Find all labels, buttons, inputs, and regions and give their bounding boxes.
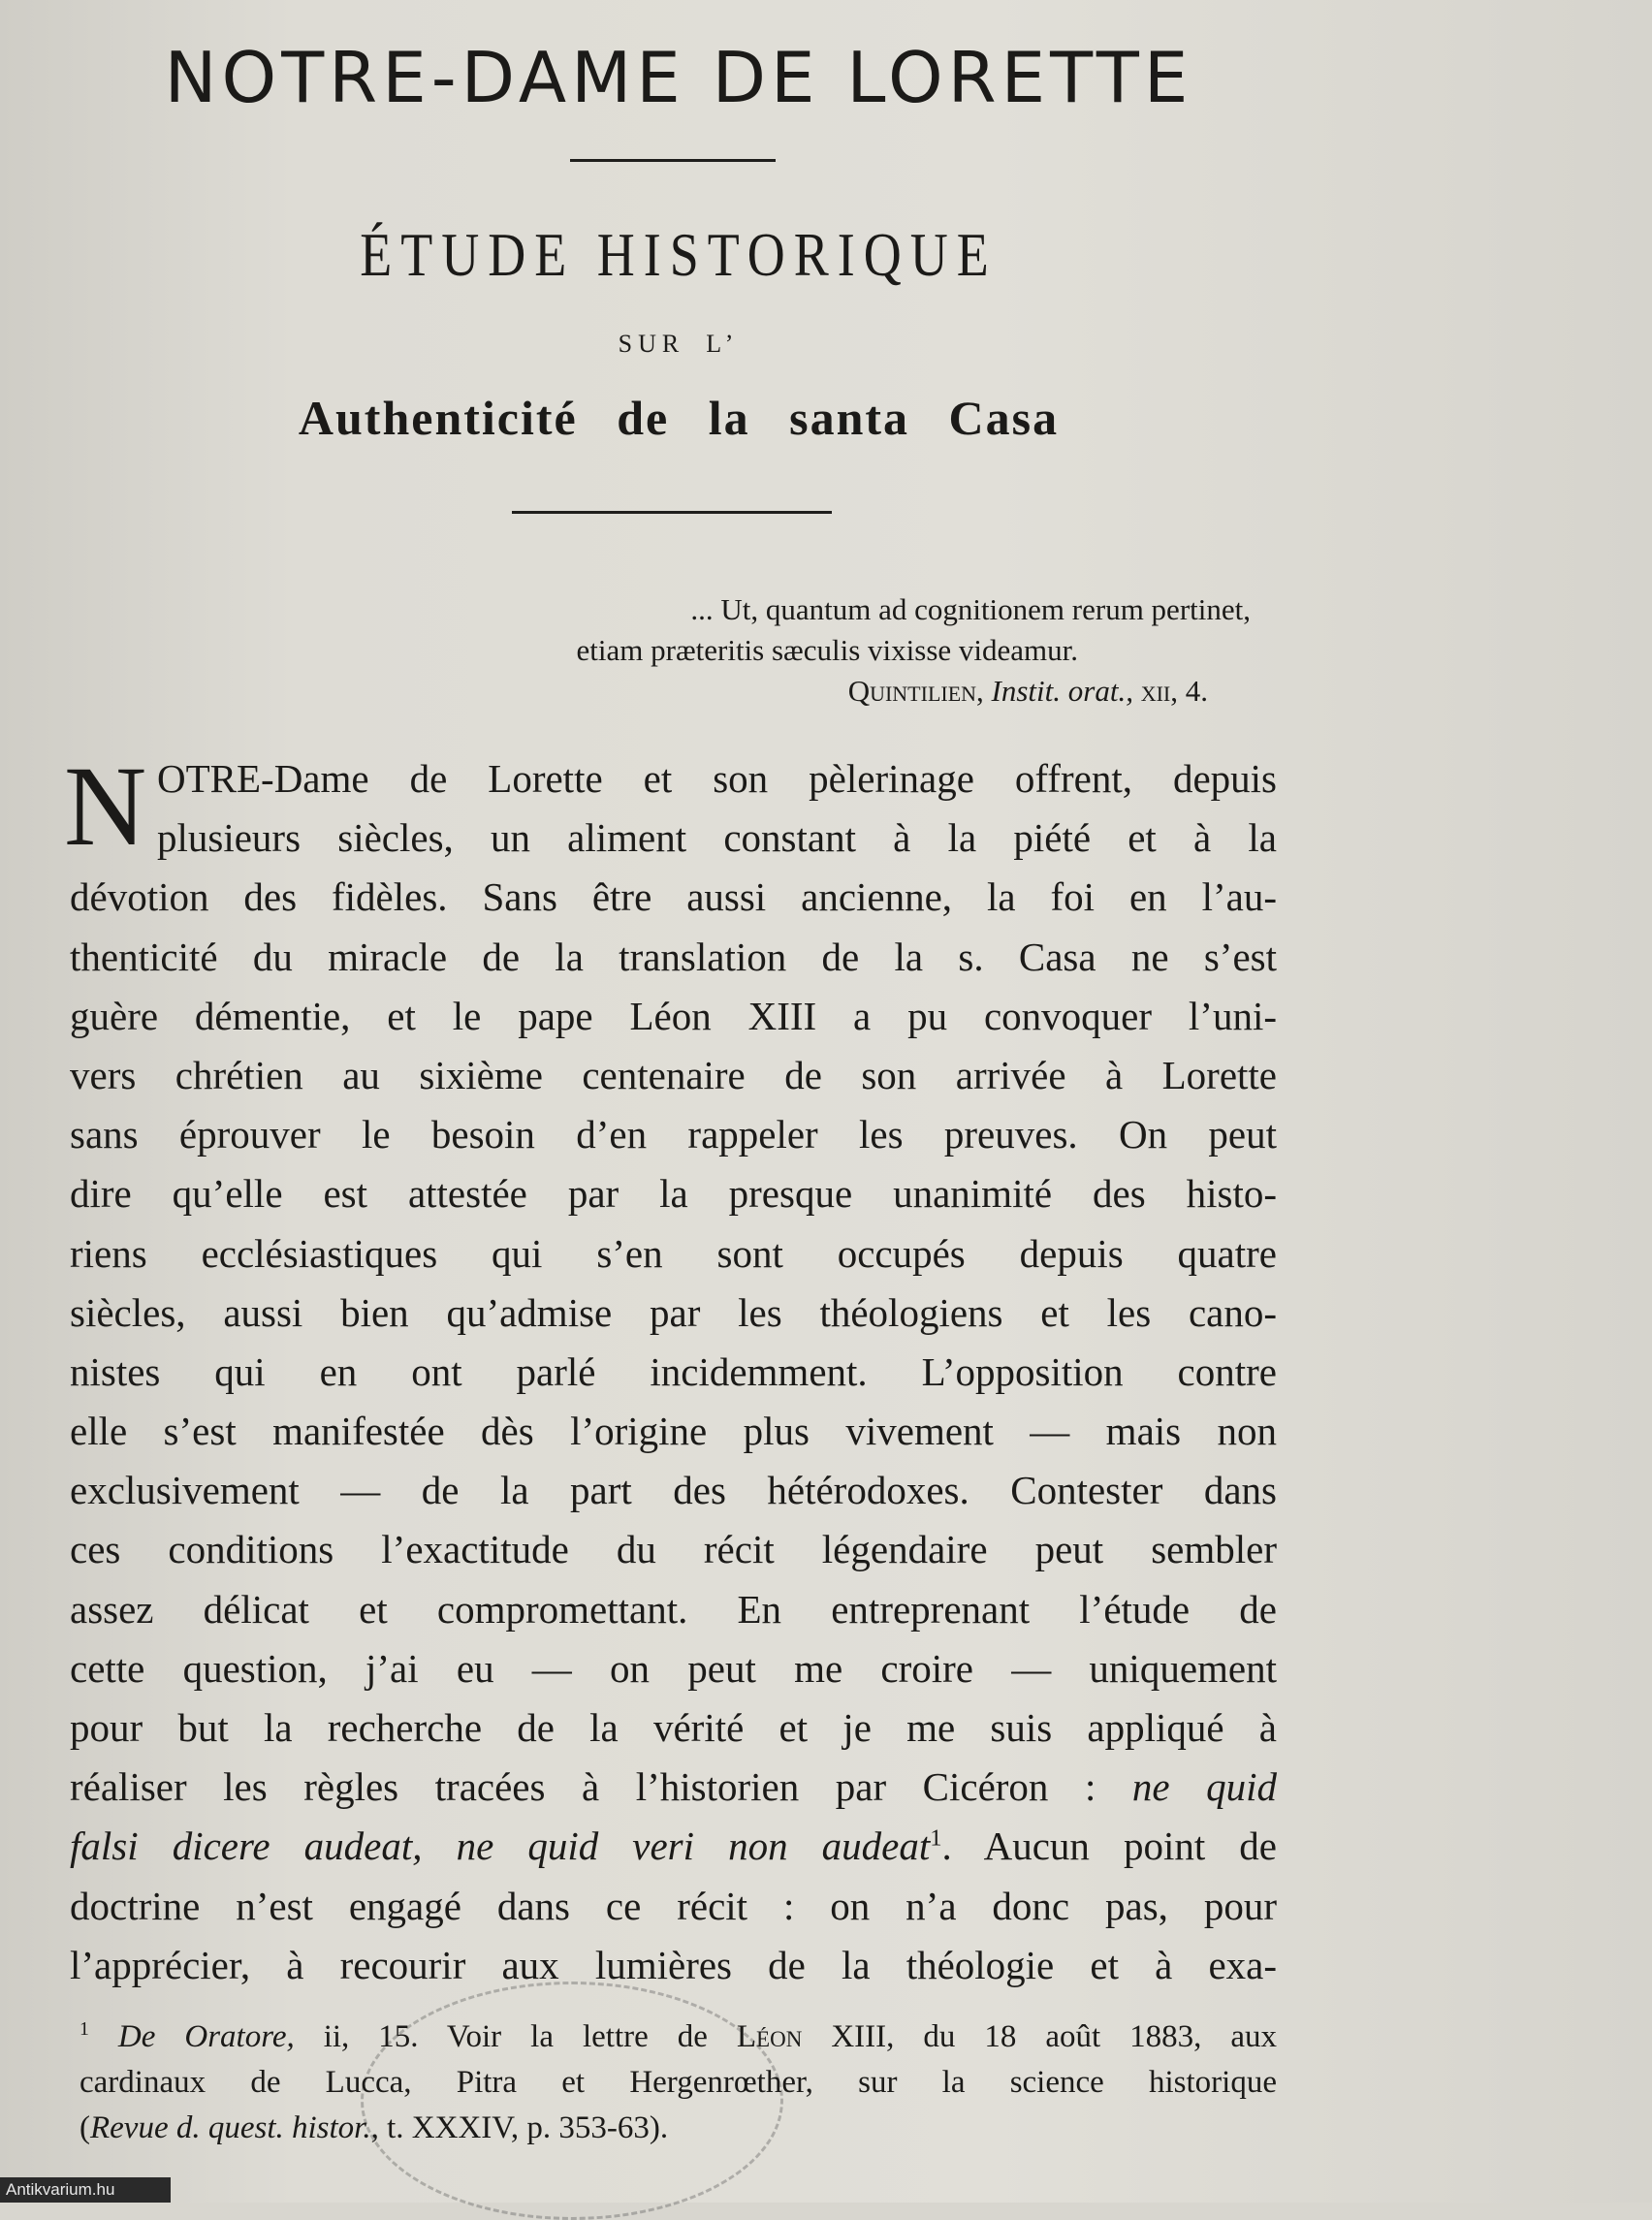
epigraph-work: Instit. orat.,: [991, 674, 1133, 708]
body-line-text: réaliser les règles tracées à l’historien par Cicéron :: [70, 1764, 1096, 1810]
footnote-work: De Oratore,: [117, 2019, 295, 2054]
body-line: pour but la recherche de la vérité et je me suis appliqué à: [70, 1705, 1277, 1750]
footnote-marker: 1: [79, 2018, 89, 2040]
drop-cap: N: [64, 743, 147, 870]
epigraph-line: etiam præteritis sæculis vixisse videamur.: [576, 633, 1078, 667]
footnote-ref: 1: [930, 1824, 942, 1852]
subtitle-connector: [0, 330, 1357, 359]
body-line: [70, 1758, 1277, 1817]
footnote-text: (: [79, 2110, 90, 2145]
epigraph: [0, 589, 1251, 712]
body-line: cette question, j’ai eu — on peut me croire — uniquement: [70, 1645, 1277, 1691]
body-line: sans éprouver le besoin d’en rappeler les preuves. On peut: [70, 1112, 1277, 1158]
footnote: [79, 2014, 1277, 2151]
body-line: siècles, aussi bien qu’admise par les théologiens et les cano-: [70, 1289, 1277, 1335]
epigraph-attribution: [0, 671, 1251, 712]
l-word: L’: [706, 330, 740, 358]
footnote-line: cardinaux de Lucca, Pitra et Hergenrœther, sur la science historique: [79, 2065, 1277, 2100]
body-line: elle s’est manifestée dès l’origine plus vivement — mais non: [70, 1409, 1277, 1454]
title-rule: [570, 159, 776, 162]
body-line: [70, 1817, 1277, 1876]
footnote-line: [79, 2014, 1277, 2060]
epigraph-line: ... Ut, quantum ad cognitionem rerum pertinet,: [690, 592, 1251, 626]
page-title: NOTRE-DAME DE LORETTE: [164, 37, 1193, 118]
footnote-leon: Léon: [736, 2019, 803, 2054]
body-line: nistes qui en ont parlé incidemment. L’opposition contre: [70, 1348, 1277, 1394]
epigraph-ref: xii, 4.: [1140, 674, 1208, 708]
body-line: guère démentie, et le pape Léon XIII a pu convoquer l’uni-: [70, 993, 1277, 1038]
footnote-text: , t. XXXIV, p. 353-63).: [370, 2110, 669, 2145]
subtitle-rule: [512, 511, 832, 514]
body-line: plusieurs siècles, un aliment constant à la piété et à la: [157, 815, 1277, 861]
body-text: [70, 749, 1277, 1995]
sur-word: SUR: [618, 330, 685, 358]
body-line: vers chrétien au sixième centenaire de son arrivée à Lorette: [70, 1052, 1277, 1097]
body-line: OTRE-Dame de Lorette et son pèlerinage offrent, depuis: [157, 756, 1277, 801]
body-line: riens ecclésiastiques qui s’en sont occupés depuis quatre: [70, 1230, 1277, 1276]
footnote-text: XIII, du 18 août 1883, aux: [831, 2019, 1278, 2054]
body-line: l’apprécier, à recourir aux lumières de la théologie et à exa-: [70, 1942, 1277, 1987]
body-line: dévotion des fidèles. Sans être aussi ancienne, la foi en l’au-: [70, 874, 1277, 920]
body-line: doctrine n’est engagé dans ce récit : on n’a donc pas, pour: [70, 1883, 1277, 1928]
body-line-text: . Aucun point de: [941, 1824, 1277, 1869]
body-line: dire qu’elle est attestée par la presque unanimité des histo-: [70, 1171, 1277, 1217]
body-italic: falsi dicere audeat, ne quid veri non audeat: [70, 1824, 931, 1869]
body-italic: ne quid: [1131, 1764, 1278, 1810]
subtitle: ÉTUDE HISTORIQUE: [360, 220, 998, 290]
footnote-line: [79, 2106, 1277, 2151]
body-line: ces conditions l’exactitude du récit légendaire peut sembler: [70, 1527, 1277, 1572]
footnote-journal: Revue d. quest. histor.: [90, 2110, 371, 2145]
body-line: exclusivement — de la part des hétérodoxes. Contester dans: [70, 1468, 1277, 1513]
subtitle-authenticite: Authenticité de la santa Casa: [298, 391, 1060, 445]
body-line: thenticité du miracle de la translation de la s. Casa ne s’est: [70, 934, 1277, 979]
footnote-text: ii, 15. Voir la lettre de: [323, 2019, 708, 2054]
watermark: Antikvarium.hu: [0, 2177, 171, 2203]
body-line: assez délicat et compromettant. En entreprenant l’étude de: [70, 1586, 1277, 1632]
epigraph-author: Quintilien,: [847, 674, 984, 708]
